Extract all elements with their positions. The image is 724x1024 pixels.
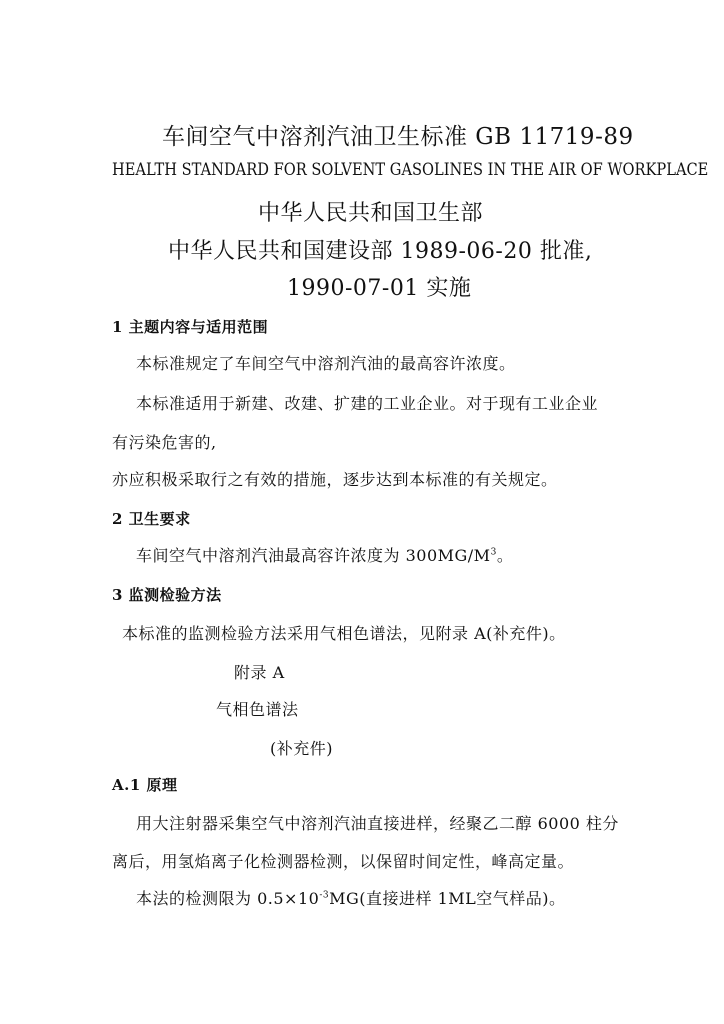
- section-1-heading: 1 主题内容与适用范围: [112, 318, 269, 336]
- section-a1-text: 本法的检测限为 0.5×10: [136, 889, 320, 908]
- section-a1-paragraph-1-line-2: 离后，用氢焰离子化检测器检测，以保留时间定性，峰高定量。: [112, 852, 575, 871]
- section-3-heading: 3 监测检验方法: [112, 586, 222, 604]
- section-a1-superscript: -3: [319, 890, 330, 901]
- section-2-superscript: 3: [490, 547, 497, 558]
- appendix-label: 附录 A: [234, 663, 285, 682]
- issuer-line: 中华人民共和国卫生部: [258, 201, 484, 226]
- title-chinese: 车间空气中溶剂汽油卫生标准 GB 11719-89: [162, 124, 634, 150]
- section-2-text: 车间空气中溶剂汽油最高容许浓度为 300MG/M: [136, 546, 491, 565]
- appendix-note: (补充件): [270, 739, 333, 758]
- section-1-paragraph-2-line-1: 本标准适用于新建、改建、扩建的工业企业。对于现有工业企业: [136, 394, 599, 413]
- section-a1-paragraph-1-line-1: 用大注射器采集空气中溶剂汽油直接进样，经聚乙二醇 6000 柱分: [136, 814, 619, 833]
- section-2-text-end: 。: [496, 546, 514, 565]
- section-a1-paragraph-2: [136, 886, 566, 909]
- appendix-title: 气相色谱法: [216, 700, 299, 719]
- section-a1-heading: A.1 原理: [112, 776, 178, 794]
- section-1-paragraph-1: 本标准规定了车间空气中溶剂汽油的最高容许浓度。: [136, 354, 516, 373]
- section-1-paragraph-3: 亦应积极采取行之有效的措施，逐步达到本标准的有关规定。: [112, 470, 558, 489]
- implementation-line: 1990-07-01 实施: [287, 276, 472, 301]
- title-english: HEALTH STANDARD FOR SOLVENT GASOLINES IN THE AIR OF WORKPLACE: [112, 160, 709, 180]
- section-2-heading: 2 卫生要求: [112, 510, 191, 528]
- section-2-paragraph: [136, 543, 513, 566]
- section-a1-text-end: MG(直接进样 1ML空气样品)。: [329, 889, 566, 908]
- section-3-paragraph: 本标准的监测检验方法采用气相色谱法，见附录 A(补充件)。: [122, 624, 566, 643]
- approval-line: 中华人民共和国建设部 1989-06-20 批准,: [168, 239, 593, 264]
- section-1-paragraph-2-line-2: 有污染危害的,: [112, 433, 217, 452]
